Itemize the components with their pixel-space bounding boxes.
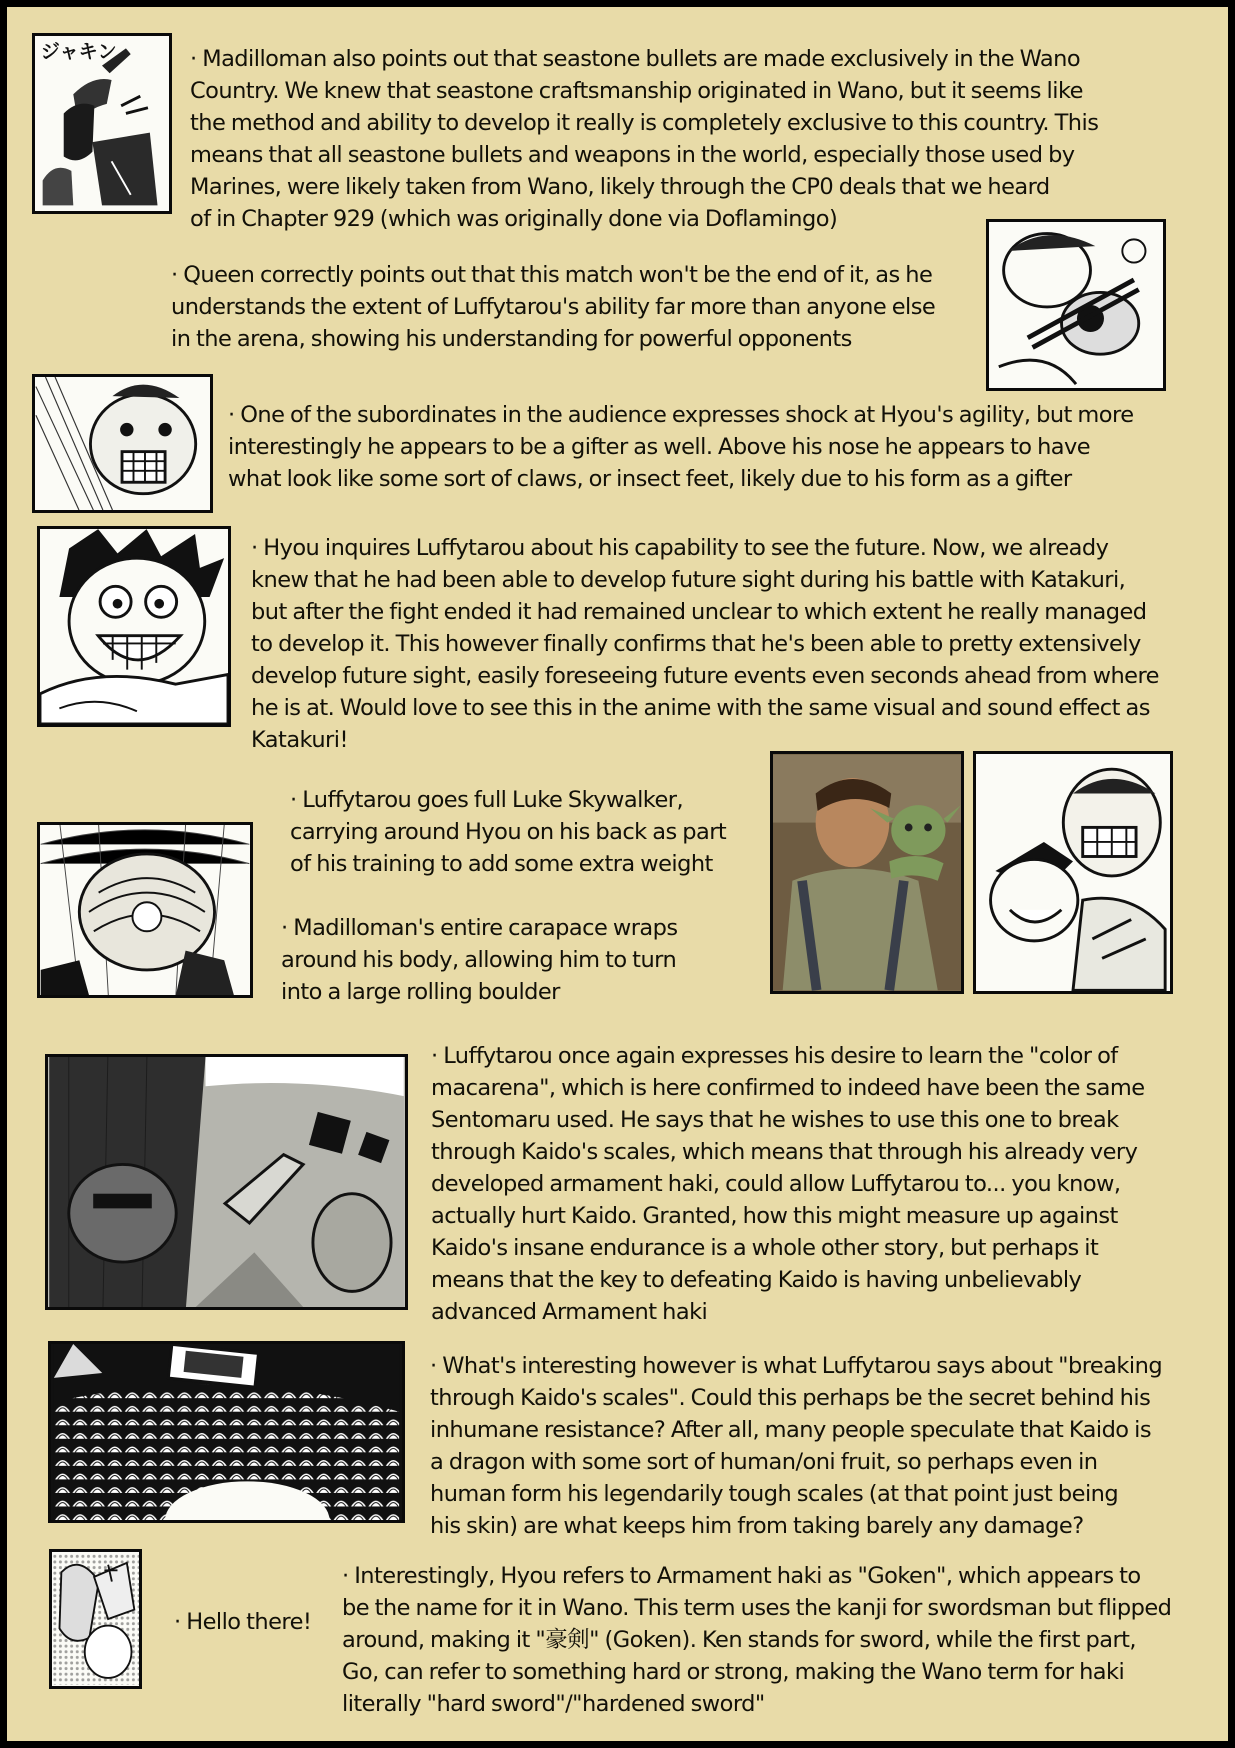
text-line: Marines, were likely taken from Wano, likely through the CP0 deals that we heard bbox=[190, 174, 1050, 200]
text-line: into a large rolling boulder bbox=[281, 979, 560, 1005]
manga-panel-seastone-gun bbox=[32, 33, 172, 214]
text-line: · Hello there! bbox=[174, 1609, 312, 1635]
text-line: through Kaido's scales". Could this perhaps be the secret behind his bbox=[430, 1385, 1151, 1411]
manga-panel-luffy-carrying-hyou bbox=[973, 751, 1173, 994]
text-line: be the name for it in Wano. This term uses the kanji for swordsman but flipped bbox=[342, 1595, 1172, 1621]
note-seastone bbox=[190, 43, 1098, 235]
text-line: advanced Armament haki bbox=[431, 1299, 708, 1325]
text-line: around, making it "豪剣" (Goken). Ken stands for sword, while the first part, bbox=[342, 1627, 1137, 1653]
text-line: develop future sight, easily foreseeing future events even seconds ahead from where bbox=[251, 663, 1159, 689]
text-line: his skin) are what keeps him from taking barely any damage? bbox=[430, 1513, 1084, 1539]
manga-panel-hyou-small bbox=[49, 1549, 142, 1689]
queen-illustration bbox=[989, 222, 1163, 388]
manga-panel-kaido-scales bbox=[48, 1341, 405, 1523]
text-line: developed armament haki, could allow Luffytarou to... you know, bbox=[431, 1171, 1121, 1197]
sentomaru-illustration bbox=[48, 1057, 405, 1307]
text-line: understands the extent of Luffytarou's ability far more than anyone else bbox=[171, 294, 936, 320]
text-line: · Madilloman's entire carapace wraps bbox=[281, 915, 678, 941]
text-line: Country. We knew that seastone craftsmanship originated in Wano, but it seems like bbox=[190, 78, 1083, 104]
text-line: through Kaido's scales, which means that through his already very bbox=[431, 1139, 1138, 1165]
text-line: macarena", which is here confirmed to indeed have been the same bbox=[431, 1075, 1145, 1101]
text-line: in the arena, showing his understanding for powerful opponents bbox=[171, 326, 852, 352]
text-line: literally "hard sword"/"hardened sword" bbox=[342, 1691, 765, 1717]
luffy-illustration bbox=[40, 529, 228, 724]
text-line: interestingly he appears to be a gifter as well. Above his nose he appears to have bbox=[228, 434, 1091, 460]
text-line: of his training to add some extra weight bbox=[290, 851, 713, 877]
manga-panel-sentomaru bbox=[45, 1054, 408, 1310]
text-line: but after the fight ended it had remained unclear to which extent he really managed bbox=[251, 599, 1147, 625]
manga-panel-luffy bbox=[37, 526, 231, 727]
text-line: of in Chapter 929 (which was originally done via Doflamingo) bbox=[190, 206, 838, 232]
note-carapace bbox=[281, 912, 678, 1008]
text-line: what look like some sort of claws, or insect feet, likely due to his form as a gifter bbox=[228, 466, 1072, 492]
recap-page bbox=[7, 7, 1228, 1741]
madilloman-illustration bbox=[40, 825, 250, 995]
text-line: means that the key to defeating Kaido is having unbelievably bbox=[431, 1267, 1082, 1293]
manga-panel-madilloman-ball bbox=[37, 822, 253, 998]
note-hello-there bbox=[174, 1606, 311, 1638]
text-line: · Madilloman also points out that seastone bullets are made exclusively in the Wano bbox=[190, 46, 1081, 72]
manga-panel-gifter bbox=[32, 374, 213, 513]
text-line: · Luffytarou goes full Luke Skywalker, bbox=[290, 787, 684, 813]
text-line: · What's interesting however is what Luffytarou says about "breaking bbox=[430, 1353, 1163, 1379]
text-line: · Luffytarou once again expresses his desire to learn the "color of bbox=[431, 1043, 1118, 1069]
manga-panel-queen bbox=[986, 219, 1166, 391]
text-line: Katakuri! bbox=[251, 727, 348, 753]
text-line: knew that he had been able to develop future sight during his battle with Katakuri, bbox=[251, 567, 1126, 593]
text-line: inhumane resistance? After all, many people speculate that Kaido is bbox=[430, 1417, 1151, 1443]
text-line: · Interestingly, Hyou refers to Armament haki as "Goken", which appears to bbox=[342, 1563, 1141, 1589]
note-goken bbox=[342, 1560, 1171, 1720]
text-line: around his body, allowing him to turn bbox=[281, 947, 677, 973]
scales-illustration bbox=[51, 1344, 402, 1520]
hyou-illustration bbox=[52, 1552, 139, 1686]
text-line: actually hurt Kaido. Granted, how this might measure up against bbox=[431, 1203, 1118, 1229]
text-line: Go, can refer to something hard or strong, making the Wano term for haki bbox=[342, 1659, 1125, 1685]
photo-luke-and-yoda bbox=[770, 751, 964, 994]
note-future-sight bbox=[251, 532, 1159, 756]
text-line: a dragon with some sort of human/oni fruit, so perhaps even in bbox=[430, 1449, 1098, 1475]
text-line: to develop it. This however finally confirms that he's been able to pretty extensively bbox=[251, 631, 1141, 657]
text-line: means that all seastone bullets and weapons in the world, especially those used by bbox=[190, 142, 1075, 168]
luffy-carrying-illustration bbox=[976, 754, 1170, 991]
text-line: human form his legendarily tough scales (at that point just being bbox=[430, 1481, 1119, 1507]
gifter-illustration bbox=[35, 377, 210, 510]
luke-yoda-illustration bbox=[773, 754, 961, 991]
note-skywalker bbox=[290, 784, 726, 880]
note-gifter bbox=[228, 399, 1134, 495]
text-line: · Hyou inquires Luffytarou about his capability to see the future. Now, we already bbox=[251, 535, 1109, 561]
sfx-text: ジャキン bbox=[40, 39, 117, 63]
text-line: carrying around Hyou on his back as part bbox=[290, 819, 727, 845]
gun-illustration bbox=[35, 36, 169, 211]
text-line: he is at. Would love to see this in the anime with the same visual and sound effect as bbox=[251, 695, 1150, 721]
text-line: · Queen correctly points out that this match won't be the end of it, as he bbox=[171, 262, 933, 288]
note-queen bbox=[171, 259, 935, 355]
text-line: · One of the subordinates in the audience expresses shock at Hyou's agility, but more bbox=[228, 402, 1134, 428]
note-scales bbox=[430, 1350, 1162, 1542]
text-line: Kaido's insane endurance is a whole other story, but perhaps it bbox=[431, 1235, 1099, 1261]
note-macarena bbox=[431, 1040, 1145, 1328]
text-line: the method and ability to develop it really is completely exclusive to this country. This bbox=[190, 110, 1099, 136]
text-line: Sentomaru used. He says that he wishes to use this one to break bbox=[431, 1107, 1119, 1133]
